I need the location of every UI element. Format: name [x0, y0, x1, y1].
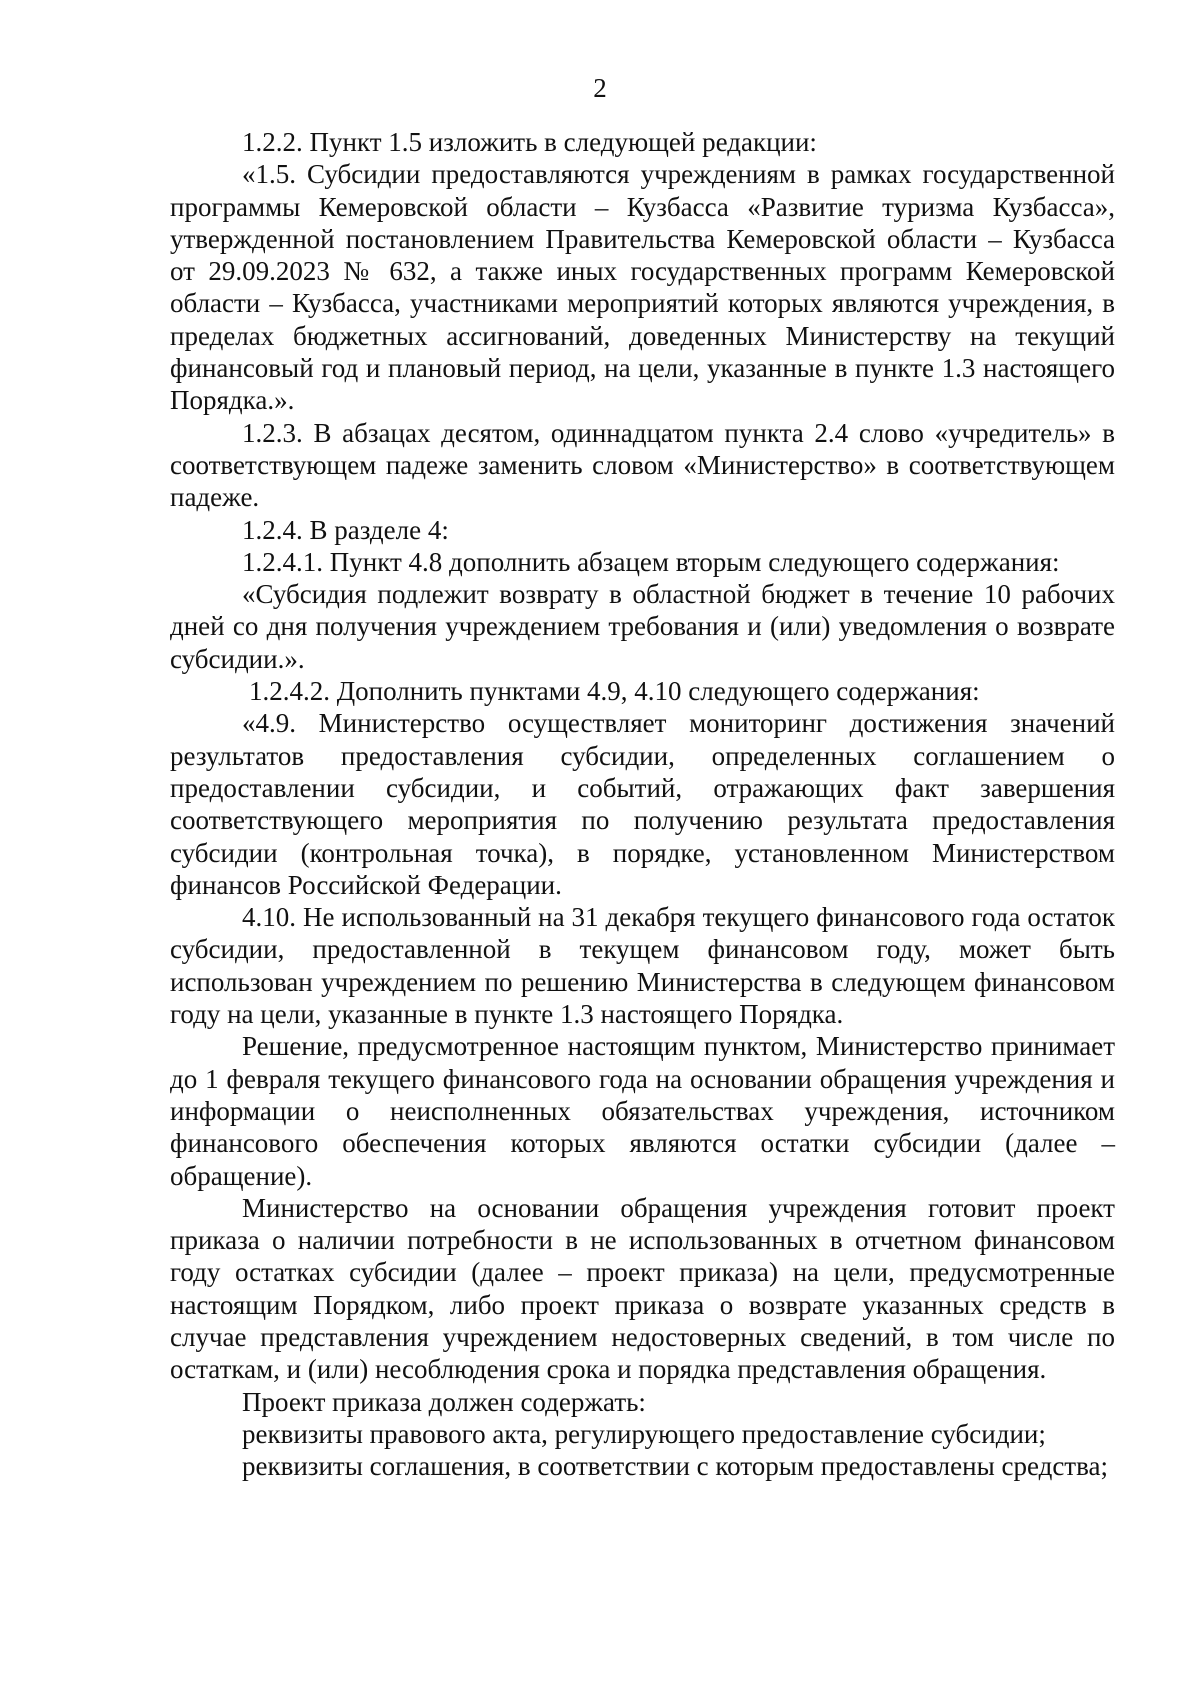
paragraph-agreement-details: реквизиты соглашения, в соответствии с которым предоставлены средства; — [242, 1451, 1108, 1482]
paragraph-1-2-3: 1.2.3. В абзацах десятом, одиннадцатом пункта 2.4 слово «учредитель» в соответствующем падеже заменить словом «Министерство» в соответствующем падеже. — [170, 417, 1115, 513]
paragraph-1-5-text: «1.5. Субсидии предоставляются учреждениям в рамках государственной программы Кемеровской области – Кузбасса «Развитие туризма Кузбасса», утвержденной постановлением Правительства Кемеровской области – Кузбасса от 29.09.2023 № 632, а также иных государственных программ Кемеровской области – Кузбасса, участниками мероприятий которых являются учреждения, в пределах бюджетных ассигнований, доведенных Министерству на текущий финансовый год и плановый период, на цели, указанные в пункте 1.3 настоящего Порядка.». — [170, 159, 1115, 416]
paragraph-4-8-addition: «Субсидия подлежит возврату в областной бюджет в течение 10 рабочих дней со дня получения учреждением требования и (или) уведомления о возврате субсидии.». — [170, 579, 1115, 674]
paragraph-4-10: 4.10. Не использованный на 31 декабря текущего финансового года остаток субсидии, предоставленной в текущем финансовом году, может быть использован учреждением по решению Министерства в следующем финансовом году на цели, указанные в пункте 1.3 настоящего Порядка. — [170, 902, 1115, 1030]
paragraph-1-2-4-1: 1.2.4.1. Пункт 4.8 дополнить абзацем вторым следующего содержания: — [242, 546, 1060, 577]
paragraph-ministry-order: Министерство на основании обращения учреждения готовит проект приказа о наличии потребности в не использованных в отчетном финансовом году остатках субсидии (далее – проект приказа) на цели, предусмотренные настоящим Порядком, либо проект приказа о возврате указанных средств в случае представления учреждением недостоверных сведений, в том числе по остаткам, и (или) несоблюдения срока и порядка представления обращения. — [170, 1192, 1115, 1385]
paragraph-1-2-2: 1.2.2. Пункт 1.5 изложить в следующей редакции: — [242, 127, 817, 157]
document-body — [170, 126, 1115, 1482]
paragraph-4-9: «4.9. Министерство осуществляет мониторинг достижения значений результатов предоставления субсидии, определенных соглашением о предоставлении субсидии, и событий, отражающих факт завершения соответствующего мероприятия по получению результата предоставления субсидии (контрольная точка), в порядке, установленном Министерством финансов Российской Федерации. — [170, 708, 1115, 900]
page-number: 2 — [593, 73, 607, 103]
paragraph-legal-act-details: реквизиты правового акта, регулирующего предоставление субсидии; — [242, 1418, 1046, 1449]
paragraph-1-2-4-2: 1.2.4.2. Дополнить пунктами 4.9, 4.10 следующего содержания: — [249, 676, 980, 707]
paragraph-decision: Решение, предусмотренное настоящим пунктом, Министерство принимает до 1 февраля текущего финансового года на основании обращения учреждения и информации о неисполненных обязательствах учреждения, источником финансового обеспечения которых являются остатки субсидии (далее – обращение). — [170, 1031, 1115, 1191]
paragraph-order-contents: Проект приказа должен содержать: — [242, 1386, 646, 1417]
paragraph-1-2-4: 1.2.4. В разделе 4: — [242, 514, 449, 545]
